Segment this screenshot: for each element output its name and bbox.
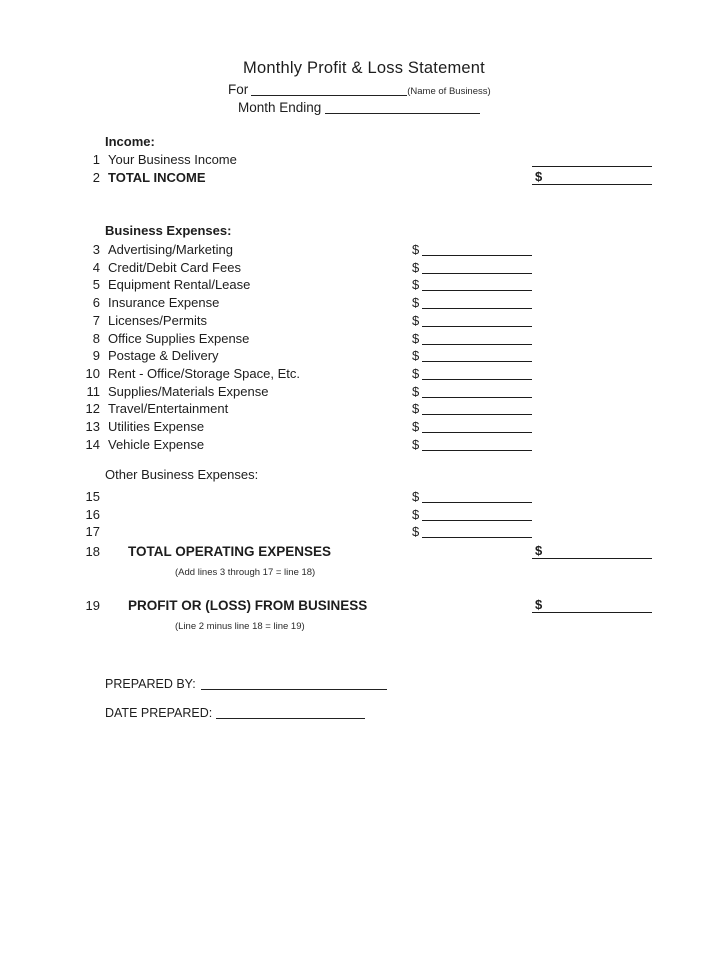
amount-cell <box>412 312 532 330</box>
line-number: 19 <box>85 598 100 613</box>
amount-cell <box>412 383 532 401</box>
profit-or-loss-row <box>0 597 728 615</box>
expense-row <box>0 418 728 436</box>
line-number: 8 <box>92 330 100 346</box>
document-title: Monthly Profit & Loss Statement <box>243 59 485 77</box>
prepared-by-label: PREPARED BY: <box>105 677 196 691</box>
amount-cell <box>412 506 532 524</box>
expense-label: Travel/Entertainment <box>108 401 229 417</box>
expense-row <box>0 436 728 454</box>
dollar-sign: $ <box>412 259 420 275</box>
expense-label: Vehicle Expense <box>108 436 205 452</box>
name-of-business-note: (Name of Business) <box>407 86 491 97</box>
expense-label: Insurance Expense <box>108 295 220 311</box>
income-label: Your Business Income <box>108 152 237 167</box>
dollar-sign: $ <box>412 401 420 417</box>
dollar-sign: $ <box>412 242 420 257</box>
dollar-sign: $ <box>412 312 420 328</box>
amount-field[interactable] <box>422 261 532 274</box>
other-expense-row <box>0 506 728 524</box>
amount-field[interactable] <box>422 438 532 451</box>
dollar-sign: $ <box>412 524 420 540</box>
amount-field[interactable] <box>422 367 532 380</box>
line-number: 12 <box>85 401 100 417</box>
line-number: 10 <box>85 366 100 382</box>
line-number: 5 <box>92 277 100 293</box>
expense-label: Postage & Delivery <box>108 348 219 364</box>
dollar-sign: $ <box>535 543 543 558</box>
amount-cell <box>412 241 532 259</box>
amount-cell <box>412 347 532 365</box>
amount-field[interactable] <box>422 385 532 398</box>
amount-field[interactable] <box>422 420 532 433</box>
expense-label: Equipment Rental/Lease <box>108 277 251 293</box>
dollar-sign: $ <box>412 436 420 452</box>
expense-label: Credit/Debit Card Fees <box>108 259 241 275</box>
dollar-sign: $ <box>412 383 420 399</box>
amount-cell <box>412 418 532 436</box>
dollar-sign: $ <box>412 506 420 522</box>
line-number: 6 <box>92 295 100 311</box>
expense-label: Licenses/Permits <box>108 312 207 328</box>
dollar-sign: $ <box>535 597 543 612</box>
expense-row <box>0 365 728 383</box>
expense-row <box>0 347 728 365</box>
expense-label: Rent - Office/Storage Space, Etc. <box>108 366 300 382</box>
amount-field[interactable] <box>532 598 652 613</box>
amount-field[interactable] <box>532 170 652 185</box>
line-number: 13 <box>85 419 100 435</box>
amount-field[interactable] <box>422 525 532 538</box>
line-number: 1 <box>92 152 100 167</box>
line-number: 3 <box>92 242 100 257</box>
amount-field[interactable] <box>532 544 652 559</box>
amount-field[interactable] <box>422 490 532 503</box>
amount-field[interactable] <box>422 296 532 309</box>
business-name-row <box>228 81 491 100</box>
dollar-sign: $ <box>412 366 420 382</box>
amount-field[interactable] <box>422 332 532 345</box>
other-expense-row <box>0 523 728 541</box>
expense-row <box>0 400 728 418</box>
amount-cell <box>412 294 532 312</box>
dollar-sign: $ <box>412 419 420 435</box>
line-number: 9 <box>92 348 100 364</box>
prepared-by-field[interactable] <box>201 677 387 690</box>
dollar-sign: $ <box>535 168 543 184</box>
dollar-sign: $ <box>412 489 420 504</box>
amount-cell <box>412 365 532 383</box>
other-expense-row <box>0 488 728 506</box>
expense-row <box>0 276 728 294</box>
profit-or-loss-label: PROFIT OR (LOSS) FROM BUSINESS <box>128 598 368 613</box>
expense-label: Supplies/Materials Expense <box>108 383 269 399</box>
amount-cell <box>412 330 532 348</box>
amount-field[interactable] <box>422 402 532 415</box>
expense-row <box>0 259 728 277</box>
month-ending-row <box>238 99 480 116</box>
other-expenses-heading: Other Business Expenses: <box>105 467 259 482</box>
expense-row <box>0 330 728 348</box>
line-number: 7 <box>92 312 100 328</box>
dollar-sign: $ <box>412 348 420 364</box>
expense-rows <box>0 241 728 454</box>
amount-cell <box>412 488 532 506</box>
line-18-calculation-note: (Add lines 3 through 17 = line 18) <box>175 567 316 578</box>
line-number: 18 <box>85 544 100 559</box>
amount-field[interactable] <box>422 243 532 256</box>
amount-field[interactable] <box>422 349 532 362</box>
amount-field[interactable] <box>422 278 532 291</box>
dollar-sign: $ <box>412 295 420 311</box>
date-prepared-field[interactable] <box>216 706 365 719</box>
expense-label: Utilities Expense <box>108 419 205 435</box>
amount-cell <box>412 523 532 541</box>
dollar-sign: $ <box>412 277 420 293</box>
line-number: 16 <box>85 506 100 522</box>
income-row <box>0 151 728 169</box>
expense-row <box>0 383 728 401</box>
month-ending-field[interactable] <box>325 101 480 114</box>
line-number: 11 <box>86 383 100 399</box>
business-expenses-heading: Business Expenses: <box>105 223 232 238</box>
prepared-by-row <box>105 675 387 691</box>
line-number: 15 <box>85 489 100 504</box>
amount-cell <box>412 400 532 418</box>
other-expense-rows <box>0 488 728 541</box>
expense-row <box>0 312 728 330</box>
expense-label: Office Supplies Expense <box>108 330 250 346</box>
line-number: 14 <box>85 436 100 452</box>
date-prepared-label: DATE PREPARED: <box>105 706 213 720</box>
line-19-calculation-note: (Line 2 minus line 18 = line 19) <box>175 621 305 632</box>
month-ending-label: Month Ending <box>238 100 322 115</box>
expense-row <box>0 241 728 259</box>
total-operating-expenses-label: TOTAL OPERATING EXPENSES <box>128 544 332 559</box>
business-name-field[interactable] <box>251 83 407 96</box>
amount-field[interactable] <box>532 152 652 167</box>
line-number: 4 <box>92 259 100 275</box>
income-heading: Income: <box>105 134 155 149</box>
expense-row <box>0 294 728 312</box>
amount-cell <box>412 276 532 294</box>
total-operating-expenses-row <box>0 543 728 561</box>
amount-field[interactable] <box>422 314 532 327</box>
amount-field[interactable] <box>422 508 532 521</box>
expense-label: Advertising/Marketing <box>108 242 233 257</box>
income-total-row <box>0 169 728 187</box>
line-number: 2 <box>92 169 100 185</box>
dollar-sign: $ <box>412 330 420 346</box>
for-label: For <box>228 82 249 97</box>
income-rows <box>0 151 728 186</box>
total-income-label: TOTAL INCOME <box>108 169 206 185</box>
amount-cell <box>412 259 532 277</box>
amount-cell <box>412 436 532 454</box>
date-prepared-row <box>105 704 365 720</box>
line-number: 17 <box>85 524 100 540</box>
